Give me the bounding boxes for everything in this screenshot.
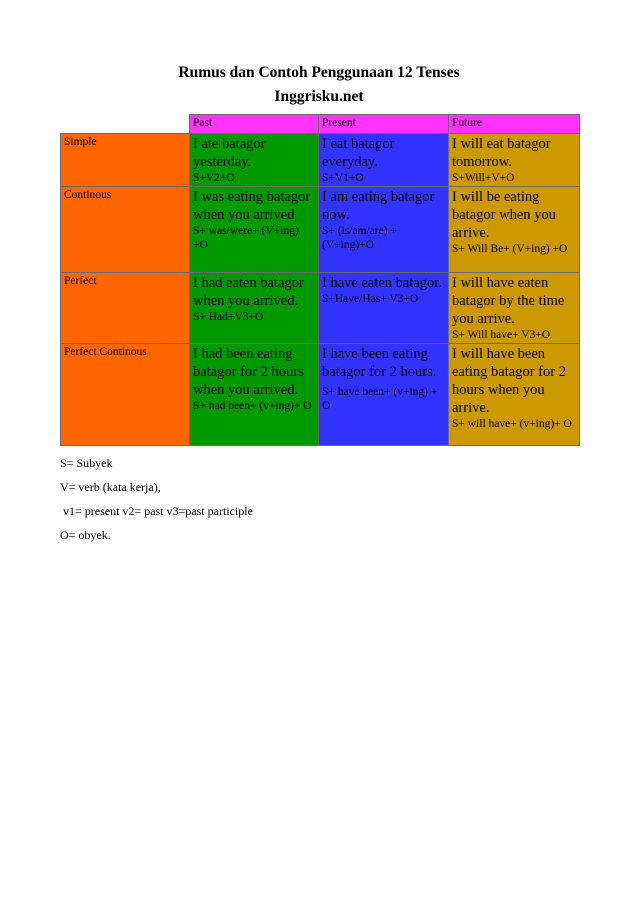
example-sentence: I was eating batagor when you arrived	[193, 189, 311, 223]
note-subject: S= Subyek	[60, 456, 113, 470]
cell-simple-present	[319, 134, 449, 187]
cell-continous-future	[449, 187, 580, 273]
note-verb-forms: v1= present v2= past v3=past participle	[60, 504, 253, 518]
tense-formula: S+V1+O	[322, 172, 364, 184]
tense-formula: S+ was/were+ (V+ing) +O	[193, 225, 299, 251]
cell-continous-present	[319, 187, 449, 273]
tense-formula: S+Will+V+O	[452, 172, 515, 184]
tense-formula: S+ Will Be+ (V+ing) +O	[452, 243, 568, 255]
example-sentence: I am eating batagor now.	[322, 189, 435, 223]
cell-simple-past	[190, 134, 319, 187]
header-present: Present	[319, 115, 449, 134]
header-past: Past	[190, 115, 319, 134]
example-sentence: I have eaten batagor.	[322, 275, 442, 291]
example-sentence: I will be eating batagor when you arrive.	[452, 189, 556, 241]
row-label: Simple	[61, 134, 190, 187]
table-row-continous	[61, 187, 580, 273]
note-verb: V= verb (kata kerja),	[60, 480, 161, 494]
tense-formula: S+ will have+ (v+ing)+ O	[452, 418, 572, 430]
tense-formula: S+Have/Has+ V3+O	[322, 293, 419, 305]
cell-simple-future	[449, 134, 580, 187]
note-object: O= obyek.	[60, 528, 111, 542]
cell-continous-past	[190, 187, 319, 273]
table-header-row	[61, 115, 580, 134]
row-label: Perfect Continous	[61, 344, 190, 446]
cell-perfect-future	[449, 273, 580, 344]
example-sentence: I will have been eating batagor for 2 hours when you arrive.	[452, 346, 566, 416]
tenses-table	[60, 114, 580, 446]
table-row-perfect-continous	[61, 344, 580, 446]
example-sentence: I had eaten batagor when you arrived.	[193, 275, 304, 309]
table-row-simple	[61, 134, 580, 187]
cell-perfect-past	[190, 273, 319, 344]
document-subtitle: Inggrisku.net	[274, 88, 364, 105]
row-label: Perfect	[61, 273, 190, 344]
example-sentence: I ate batagor yesterday.	[193, 136, 266, 170]
example-sentence: I eat batagor everyday.	[322, 136, 395, 170]
tense-formula: S+V2+O	[193, 172, 235, 184]
example-sentence: I had been eating batagor for 2 hours when you arrived.	[193, 346, 304, 398]
tense-formula: S+ have been+ (v+ing) + O	[322, 386, 438, 412]
example-sentence: I will eat batagor tomorrow.	[452, 136, 551, 170]
table-row-perfect	[61, 273, 580, 344]
header-future: Future	[449, 115, 580, 134]
example-sentence: I will have eaten batagor by the time you arrive.	[452, 275, 565, 327]
tense-formula: S+ (is/am/are) + (V+ing)+O	[322, 225, 397, 251]
tense-formula: S+ Had+V3+O	[193, 311, 264, 323]
row-label: Continous	[61, 187, 190, 273]
document-title: Rumus dan Contoh Penggunaan 12 Tenses	[178, 64, 460, 81]
example-sentence: I have been eating batagor for 2 hours.	[322, 346, 437, 380]
table-corner-cell	[61, 115, 190, 134]
cell-perfect-present	[319, 273, 449, 344]
cell-perfect-continous-future	[449, 344, 580, 446]
cell-perfect-continous-present	[319, 344, 449, 446]
tense-formula: S+ Will have+ V3+O	[452, 329, 551, 341]
cell-perfect-continous-past	[190, 344, 319, 446]
legend-notes	[60, 455, 253, 551]
tense-formula: S+ had been+ (v+ing)+ O	[193, 400, 312, 412]
